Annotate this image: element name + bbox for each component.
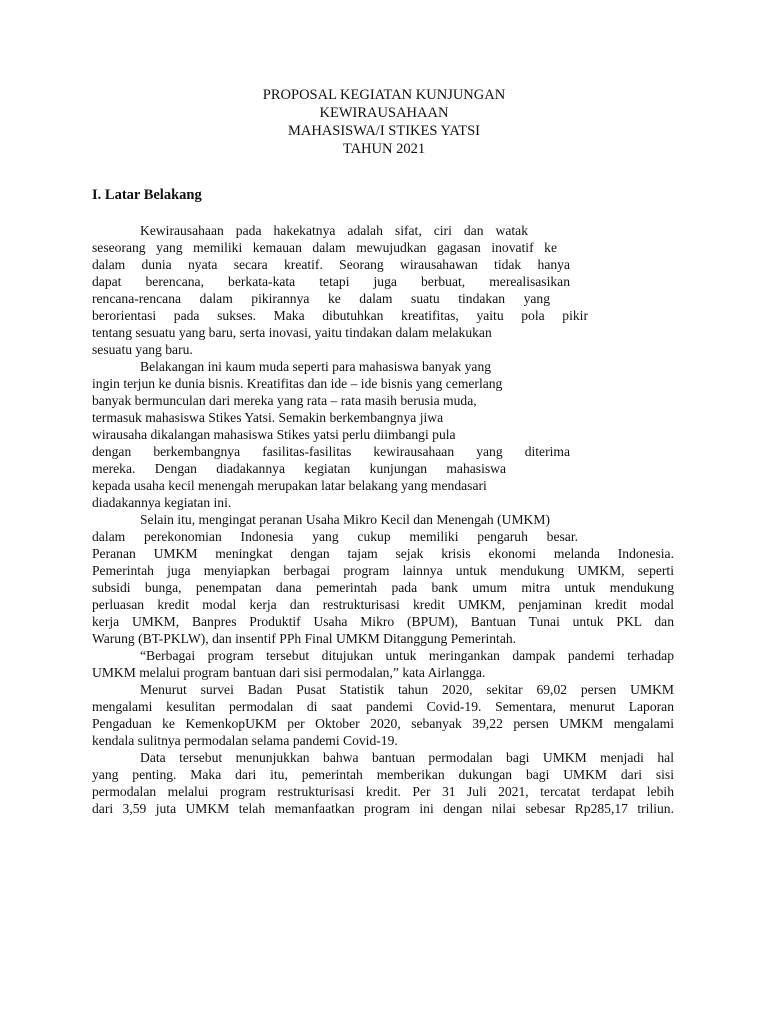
section-heading: I. Latar Belakang bbox=[92, 187, 202, 203]
body-line: seseorang yang memiliki kemauan dalam mewujudkan gagasan inovatif ke bbox=[92, 240, 557, 255]
body-line: dalam dunia nyata secara kreatif. Seorang wirausahawan tidak hanya bbox=[92, 257, 570, 272]
body-line: subsidi bunga, penempatan dana pemerintah pada bank umum mitra untuk mendukung bbox=[92, 580, 674, 595]
title-line: PROPOSAL KEGIATAN KUNJUNGAN bbox=[262, 87, 506, 103]
body-line: yang penting. Maka dari itu, pemerintah memberikan dukungan bagi UMKM dari sisi bbox=[92, 767, 674, 782]
body-line: Data tersebut menunjukkan bahwa bantuan permodalan bagi UMKM menjadi hal bbox=[140, 750, 674, 765]
body-line: kendala sulitnya permodalan selama pandemi Covid-19. bbox=[92, 733, 398, 748]
body-line: diadakannya kegiatan ini. bbox=[92, 495, 232, 510]
body-line: rencana-rencana dalam pikirannya ke dalam suatu tindakan yang bbox=[92, 291, 550, 306]
body-line: Warung (BT-PKLW), dan insentif PPh Final UMKM Ditanggung Pemerintah. bbox=[92, 631, 517, 646]
body-line: Selain itu, mengingat peranan Usaha Mikro Kecil dan Menengah (UMKM) bbox=[140, 512, 550, 527]
body-line: Pengaduan ke KemenkopUKM per Oktober 2020, sebanyak 39,22 persen UMKM mengalami bbox=[92, 716, 674, 731]
title-line: TAHUN 2021 bbox=[342, 141, 426, 157]
body-line: dalam perekonomian Indonesia yang cukup memiliki pengaruh besar. bbox=[92, 529, 578, 544]
body-line: mengalami kesulitan permodalan di saat pandemi Covid-19. Sementara, menurut Laporan bbox=[92, 699, 674, 714]
body-line: Belakangan ini kaum muda seperti para mahasiswa banyak yang bbox=[140, 359, 492, 374]
title-line: MAHASISWA/I STIKES YATSI bbox=[287, 123, 480, 139]
body-line: wirausaha dikalangan mahasiswa Stikes yatsi perlu diimbangi pula bbox=[92, 427, 456, 442]
body-line: berorientasi pada sukses. Maka dibutuhkan kreatifitas, yaitu pola pikir bbox=[92, 308, 588, 323]
body-line: ingin terjun ke dunia bisnis. Kreatifitas dan ide – ide bisnis yang cemerlang bbox=[92, 376, 503, 391]
body-line: dari 3,59 juta UMKM telah memanfaatkan program ini dengan nilai sebesar Rp285,17 triliun. bbox=[92, 801, 674, 816]
body-line: Kewirausahaan pada hakekatnya adalah sifat, ciri dan watak bbox=[140, 223, 528, 238]
body-line: dengan berkembangnya fasilitas-fasilitas kewirausahaan yang diterima bbox=[92, 444, 570, 459]
body-line: “Berbagai program tersebut ditujukan untuk meringankan dampak pandemi terhadap bbox=[140, 648, 674, 663]
body-line: Menurut survei Badan Pusat Statistik tahun 2020, sekitar 69,02 persen UMKM bbox=[140, 682, 674, 697]
body-line: mereka. Dengan diadakannya kegiatan kunjungan mahasiswa bbox=[92, 461, 506, 476]
body-line: dapat berencana, berkata-kata tetapi juga berbuat, merealisasikan bbox=[92, 274, 570, 289]
body-line: termasuk mahasiswa Stikes Yatsi. Semakin berkembangnya jiwa bbox=[92, 410, 444, 425]
body-line: permodalan melalui program restrukturisasi kredit. Per 31 Juli 2021, tercatat terdapat lebih bbox=[92, 784, 674, 799]
document-title bbox=[0, 86, 768, 158]
body-line: banyak bermunculan dari mereka yang rata – rata masih berusia muda, bbox=[92, 393, 477, 408]
body-line: tentang sesuatu yang baru, serta inovasi, yaitu tindakan dalam melakukan bbox=[92, 325, 492, 340]
title-line: KEWIRAUSAHAAN bbox=[319, 105, 449, 121]
body-line: sesuatu yang baru. bbox=[92, 342, 193, 357]
body-line: Pemerintah juga menyiapkan berbagai program lainnya untuk mendukung UMKM, seperti bbox=[92, 563, 674, 578]
body-line: kerja UMKM, Banpres Produktif Usaha Mikro (BPUM), Bantuan Tunai untuk PKL dan bbox=[92, 614, 674, 629]
body-line: perluasan kredit modal kerja dan restrukturisasi kredit UMKM, penjaminan kredit modal bbox=[92, 597, 674, 612]
body-line: kepada usaha kecil menengah merupakan latar belakang yang mendasari bbox=[92, 478, 487, 493]
body-line: UMKM melalui program bantuan dari sisi permodalan,” kata Airlangga. bbox=[92, 665, 486, 680]
body-line: Peranan UMKM meningkat dengan tajam sejak krisis ekonomi melanda Indonesia. bbox=[92, 546, 674, 561]
